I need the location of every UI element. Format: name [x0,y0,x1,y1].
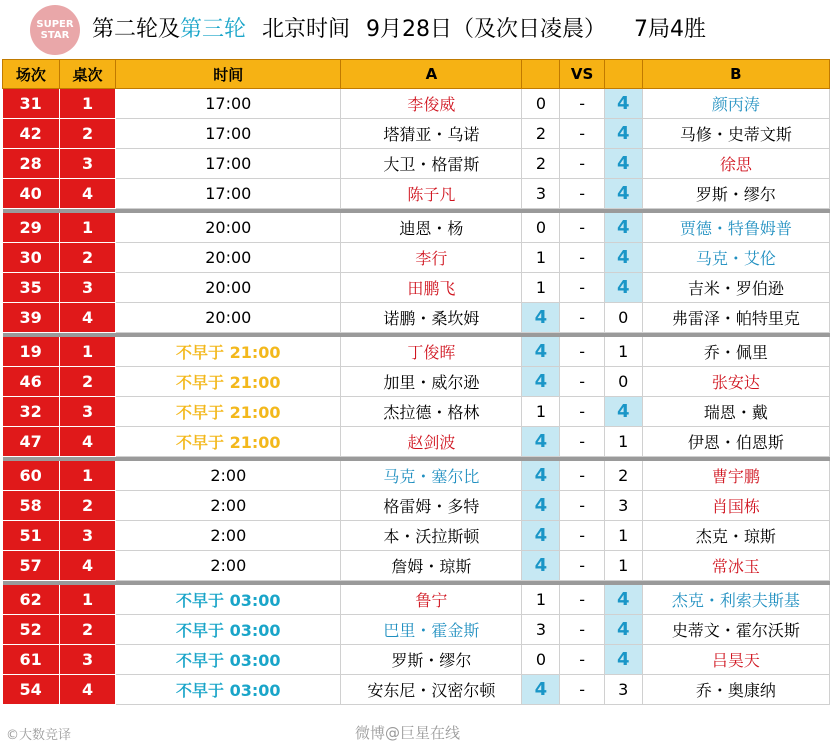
player-a-name: 大卫・格雷斯 [341,149,522,179]
match-time: 20:00 [116,303,341,333]
player-b-name: 贾德・特鲁姆普 [642,213,829,243]
player-a-score: 0 [522,89,560,119]
player-a-score: 1 [522,585,560,615]
match-time: 2:00 [116,551,341,581]
player-b-name: 杰克・琼斯 [642,521,829,551]
title-format: 7局4胜 [634,17,707,42]
match-time: 2:00 [116,491,341,521]
table-row [3,397,830,427]
player-b-score: 1 [604,337,642,367]
match-time: 20:00 [116,213,341,243]
match-time: 不早于 03:00 [116,585,341,615]
vs-dash: - [560,521,604,551]
table-row [3,461,830,491]
vs-dash: - [560,645,604,675]
table-number: 1 [59,461,116,491]
table-number: 3 [59,521,116,551]
match-number: 40 [3,179,60,209]
match-number: 28 [3,149,60,179]
match-number: 29 [3,213,60,243]
table-number: 1 [59,585,116,615]
match-number: 39 [3,303,60,333]
col-vs: VS [560,60,604,89]
player-b-score: 0 [604,303,642,333]
match-number: 61 [3,645,60,675]
player-a-score: 1 [522,243,560,273]
player-a-name: 加里・威尔逊 [341,367,522,397]
table-row [3,243,830,273]
player-a-score: 0 [522,645,560,675]
vs-dash: - [560,615,604,645]
player-b-name: 肖国栋 [642,491,829,521]
title-round3: 第三轮 [180,17,247,42]
player-b-score: 4 [604,615,642,645]
vs-dash: - [560,119,604,149]
match-time: 2:00 [116,461,341,491]
col-player-a: A [341,60,522,89]
player-b-name: 张安达 [642,367,829,397]
table-number: 2 [59,243,116,273]
match-time: 不早于 03:00 [116,675,341,705]
vs-dash: - [560,367,604,397]
match-time: 不早于 21:00 [116,367,341,397]
player-b-score: 4 [604,243,642,273]
player-a-name: 格雷姆・多特 [341,491,522,521]
table-number: 2 [59,491,116,521]
table-row [3,367,830,397]
table-row [3,119,830,149]
player-a-score: 1 [522,397,560,427]
player-b-name: 杰克・利索夫斯基 [642,585,829,615]
player-a-score: 4 [522,491,560,521]
watermark-left: ©大数竞译 [6,728,72,743]
table-row [3,615,830,645]
player-a-name: 赵剑波 [341,427,522,457]
match-time: 20:00 [116,243,341,273]
player-a-score: 2 [522,119,560,149]
player-b-name: 史蒂文・霍尔沃斯 [642,615,829,645]
match-time: 17:00 [116,89,341,119]
match-number: 35 [3,273,60,303]
match-time: 20:00 [116,273,341,303]
match-number: 30 [3,243,60,273]
player-b-score: 1 [604,521,642,551]
table-number: 1 [59,213,116,243]
player-b-score: 4 [604,89,642,119]
player-b-name: 吉米・罗伯逊 [642,273,829,303]
table-number: 4 [59,551,116,581]
vs-dash: - [560,491,604,521]
schedule-table [2,59,830,705]
table-number: 4 [59,675,116,705]
player-a-score: 3 [522,615,560,645]
player-a-name: 丁俊晖 [341,337,522,367]
player-b-name: 罗斯・缪尔 [642,179,829,209]
player-a-name: 李行 [341,243,522,273]
player-a-name: 杰拉德・格林 [341,397,522,427]
player-a-score: 4 [522,337,560,367]
table-row [3,89,830,119]
title-date: 9月28日（及次日凌晨） [366,17,607,42]
vs-dash: - [560,213,604,243]
match-number: 57 [3,551,60,581]
match-number: 42 [3,119,60,149]
player-b-score: 4 [604,119,642,149]
table-number: 2 [59,367,116,397]
player-a-name: 鲁宁 [341,585,522,615]
player-a-score: 4 [522,303,560,333]
table-number: 2 [59,615,116,645]
match-number: 31 [3,89,60,119]
player-a-name: 马克・塞尔比 [341,461,522,491]
table-row [3,337,830,367]
match-time: 17:00 [116,119,341,149]
table-number: 1 [59,89,116,119]
match-number: 52 [3,615,60,645]
player-b-score: 0 [604,367,642,397]
vs-dash: - [560,243,604,273]
player-a-score: 4 [522,551,560,581]
player-b-name: 徐思 [642,149,829,179]
player-b-name: 乔・奥康纳 [642,675,829,705]
table-number: 4 [59,427,116,457]
player-b-score: 4 [604,213,642,243]
match-number: 19 [3,337,60,367]
player-b-name: 瑞恩・戴 [642,397,829,427]
player-a-name: 诺鹏・桑坎姆 [341,303,522,333]
player-b-name: 颜丙涛 [642,89,829,119]
player-b-score: 4 [604,149,642,179]
vs-dash: - [560,585,604,615]
player-b-score: 1 [604,427,642,457]
vs-dash: - [560,179,604,209]
player-a-score: 4 [522,427,560,457]
player-a-name: 李俊威 [341,89,522,119]
player-b-name: 常冰玉 [642,551,829,581]
player-b-score: 4 [604,273,642,303]
player-b-name: 马修・史蒂文斯 [642,119,829,149]
table-number: 4 [59,303,116,333]
header-row [3,60,830,89]
match-number: 60 [3,461,60,491]
player-a-score: 3 [522,179,560,209]
player-b-score: 4 [604,179,642,209]
player-a-score: 0 [522,213,560,243]
col-player-b: B [642,60,829,89]
player-a-name: 陈子凡 [341,179,522,209]
table-number: 1 [59,337,116,367]
page-title [92,12,706,43]
col-table: 桌次 [59,60,116,89]
title-beijing-time: 北京时间 [262,17,351,42]
match-number: 54 [3,675,60,705]
col-match: 场次 [3,60,60,89]
player-a-score: 2 [522,149,560,179]
player-b-score: 1 [604,551,642,581]
table-row [3,551,830,581]
match-number: 51 [3,521,60,551]
vs-dash: - [560,675,604,705]
table-row [3,675,830,705]
table-row [3,179,830,209]
table-row [3,149,830,179]
table-number: 3 [59,149,116,179]
table-row [3,273,830,303]
player-a-name: 安东尼・汉密尔顿 [341,675,522,705]
watermark-right: 微博@巨星在线 [355,724,461,742]
header [0,0,830,60]
vs-dash: - [560,461,604,491]
player-a-name: 田鹏飞 [341,273,522,303]
match-number: 47 [3,427,60,457]
match-number: 58 [3,491,60,521]
match-time: 不早于 03:00 [116,645,341,675]
vs-dash: - [560,303,604,333]
player-b-score: 4 [604,645,642,675]
player-b-name: 乔・佩里 [642,337,829,367]
match-time: 不早于 03:00 [116,615,341,645]
vs-dash: - [560,273,604,303]
table-row [3,303,830,333]
match-number: 46 [3,367,60,397]
player-a-score: 4 [522,461,560,491]
player-b-name: 马克・艾伦 [642,243,829,273]
player-a-score: 4 [522,521,560,551]
player-a-name: 本・沃拉斯顿 [341,521,522,551]
table-row [3,645,830,675]
title-round2: 第二轮及 [92,17,181,42]
player-b-score: 4 [604,397,642,427]
match-time: 17:00 [116,149,341,179]
player-a-name: 罗斯・缪尔 [341,645,522,675]
match-number: 32 [3,397,60,427]
vs-dash: - [560,149,604,179]
col-score-b [604,60,642,89]
schedule-body [3,89,830,705]
player-b-name: 弗雷泽・帕特里克 [642,303,829,333]
match-time: 不早于 21:00 [116,427,341,457]
super-star-logo: SUPER STAR [30,5,80,55]
table-number: 3 [59,645,116,675]
match-time: 17:00 [116,179,341,209]
player-b-name: 吕昊天 [642,645,829,675]
player-a-name: 巴里・霍金斯 [341,615,522,645]
table-number: 4 [59,179,116,209]
table-number: 3 [59,273,116,303]
player-b-score: 4 [604,585,642,615]
table-number: 2 [59,119,116,149]
player-a-score: 4 [522,675,560,705]
player-b-name: 伊恩・伯恩斯 [642,427,829,457]
vs-dash: - [560,551,604,581]
vs-dash: - [560,337,604,367]
col-score-a [522,60,560,89]
match-number: 62 [3,585,60,615]
player-b-name: 曹宇鹏 [642,461,829,491]
player-b-score: 3 [604,675,642,705]
table-row [3,427,830,457]
player-b-score: 3 [604,491,642,521]
col-time: 时间 [116,60,341,89]
player-a-name: 塔猜亚・乌诺 [341,119,522,149]
player-a-score: 4 [522,367,560,397]
table-row [3,521,830,551]
player-b-score: 2 [604,461,642,491]
table-row [3,213,830,243]
table-row [3,491,830,521]
match-time: 2:00 [116,521,341,551]
player-a-name: 迪恩・杨 [341,213,522,243]
vs-dash: - [560,427,604,457]
player-a-name: 詹姆・琼斯 [341,551,522,581]
match-time: 不早于 21:00 [116,397,341,427]
table-row [3,585,830,615]
table-number: 3 [59,397,116,427]
vs-dash: - [560,397,604,427]
player-a-score: 1 [522,273,560,303]
match-time: 不早于 21:00 [116,337,341,367]
vs-dash: - [560,89,604,119]
